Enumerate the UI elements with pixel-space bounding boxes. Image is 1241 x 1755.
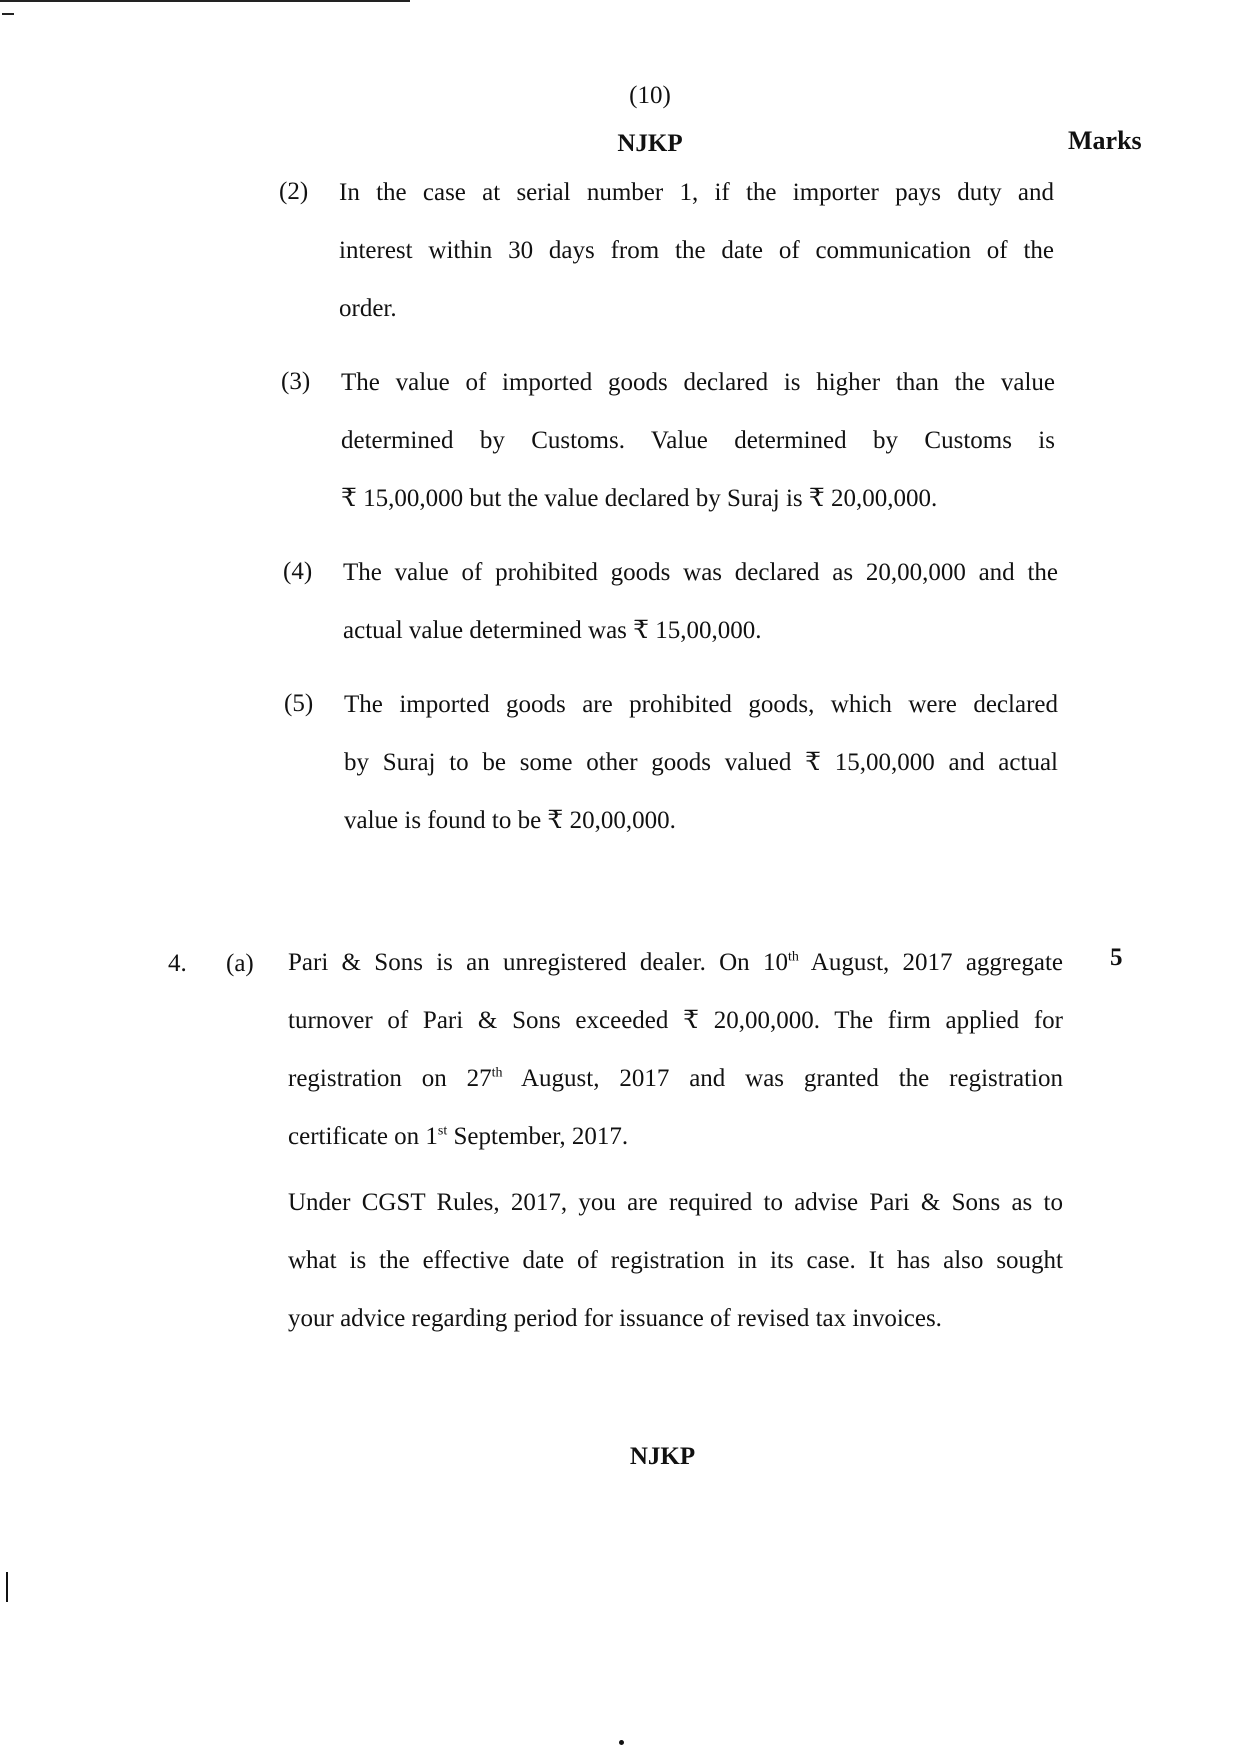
sub-item-text <box>339 164 1054 338</box>
question-paragraph-2 <box>288 1174 1063 1348</box>
sub-item-number: (2) <box>279 178 309 205</box>
text-line: In the case at serial number 1, if the importer pays duty and <box>339 179 1054 206</box>
text-line: turnover of Pari & Sons exceeded ₹ 20,00,000. The firm applied for <box>288 1007 1063 1034</box>
marks-column-header: Marks <box>1068 126 1142 155</box>
sub-item-number: (4) <box>283 558 313 585</box>
question-paragraph-1 <box>288 934 1063 1166</box>
paper-code-top: NJKP <box>617 130 683 157</box>
sub-item-number: (5) <box>284 690 314 717</box>
text-line: actual value determined was ₹ 15,00,000. <box>343 617 762 644</box>
sub-item-text <box>344 676 1058 850</box>
text-line: Pari & Sons is an unregistered dealer. On 10th August, 2017 aggregate <box>288 949 1063 976</box>
scan-artifact-mark <box>2 13 14 15</box>
question-number: 4. <box>168 950 187 977</box>
text-line: registration on 27th August, 2017 and was granted the registration <box>288 1065 1063 1092</box>
text-line: order. <box>339 295 397 322</box>
question-part: (a) <box>226 950 254 977</box>
sub-item-text <box>341 354 1055 528</box>
text-line: ₹ 15,00,000 but the value declared by Suraj is ₹ 20,00,000. <box>341 485 938 512</box>
text-line: determined by Customs. Value determined by Customs is <box>341 427 1055 454</box>
text-line: what is the effective date of registration in its case. It has also sought <box>288 1247 1063 1274</box>
text-line: The value of prohibited goods was declared as 20,00,000 and the <box>343 559 1058 586</box>
text-line: by Suraj to be some other goods valued ₹ 15,00,000 and actual <box>344 749 1058 776</box>
text-line: Under CGST Rules, 2017, you are required to advise Pari & Sons as to <box>288 1189 1063 1216</box>
scan-artifact-dot <box>619 1740 624 1745</box>
sub-item-number: (3) <box>281 368 311 395</box>
text-line: The imported goods are prohibited goods, which were declared <box>344 691 1058 718</box>
sub-item-text <box>343 544 1058 660</box>
text-line: value is found to be ₹ 20,00,000. <box>344 807 676 834</box>
page-number: (10) <box>629 82 671 109</box>
text-line: your advice regarding period for issuance of revised tax invoices. <box>288 1305 942 1332</box>
scan-artifact-line <box>0 0 410 2</box>
text-line: certificate on 1st September, 2017. <box>288 1123 629 1150</box>
text-line: The value of imported goods declared is higher than the value <box>341 369 1055 396</box>
scan-artifact-bar <box>6 1572 8 1602</box>
text-line: interest within 30 days from the date of communication of the <box>339 237 1054 264</box>
paper-code-bottom: NJKP <box>629 1443 696 1470</box>
question-marks: 5 <box>1110 944 1123 971</box>
